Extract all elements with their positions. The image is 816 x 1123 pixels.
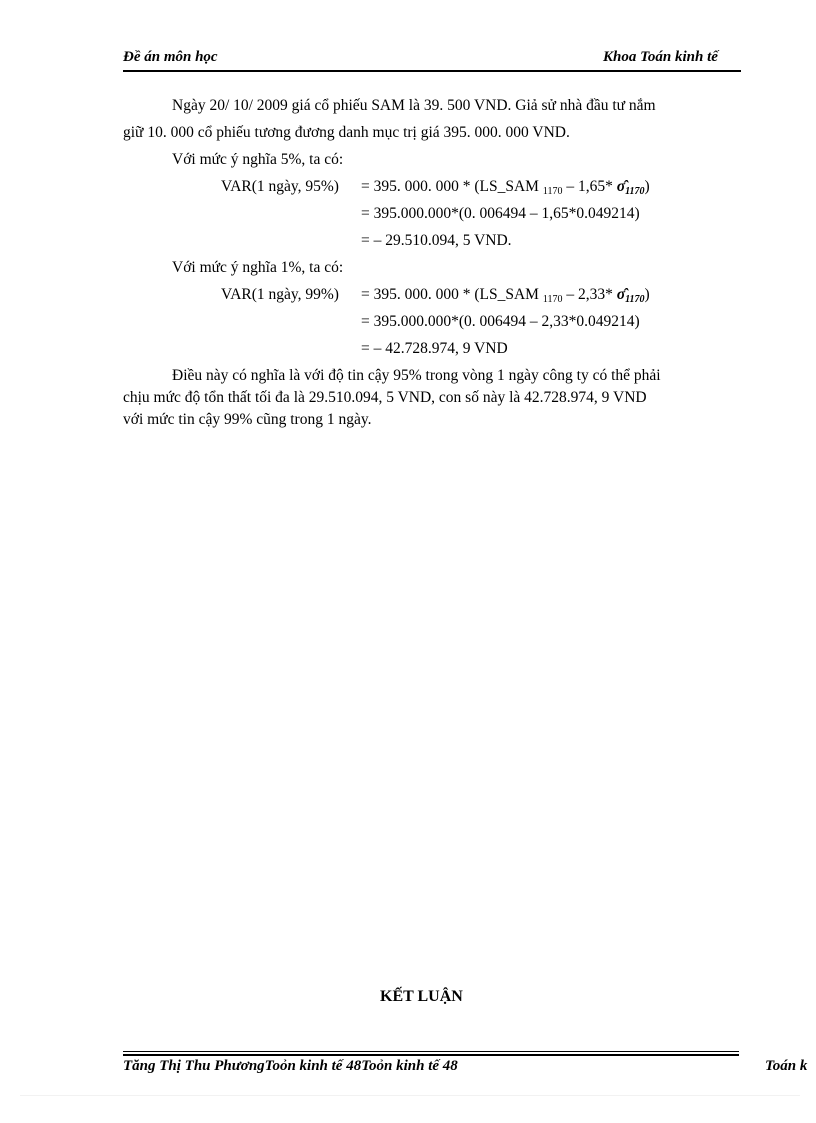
paragraph-intro-line2: giữ 10. 000 cổ phiếu tương đương danh mục trị giá 395. 000. 000 VND.	[123, 124, 570, 141]
header-course-title: Đề án môn học	[123, 49, 218, 65]
equation-var95-lhs: VAR(1 ngày, 95%)	[221, 178, 339, 195]
page-edge-divider	[20, 1095, 800, 1096]
paragraph-conclusion-line1: Điều này có nghĩa là với độ tin cậy 95% trong vòng 1 ngày công ty có thể phải	[172, 367, 661, 384]
equation-var99-rhs2: = 395.000.000*(0. 006494 – 2,33*0.049214)	[361, 313, 640, 330]
equation-text: – 1,65*	[562, 178, 617, 195]
sigma-hat-symbol: σ̂	[616, 178, 626, 195]
paragraph-conclusion-line3: với mức tin cậy 99% cũng trong 1 ngày.	[123, 411, 372, 428]
footer-divider-bottom	[123, 1054, 739, 1056]
equation-text: = 395. 000. 000 * (LS_SAM	[361, 286, 543, 303]
equation-var99-rhs3: = – 42.728.974, 9 VND	[361, 340, 508, 357]
equation-var99-lhs: VAR(1 ngày, 99%)	[221, 286, 339, 303]
equation-subscript: 1170	[542, 294, 563, 305]
equation-text: = 395. 000. 000 * (LS_SAM	[361, 178, 543, 195]
header-faculty: Khoa Toán kinh tế	[603, 49, 718, 65]
equation-var99-rhs1	[361, 286, 650, 305]
footer-divider-top	[123, 1051, 739, 1052]
section-title-conclusion: KẾT LUẬN	[380, 988, 463, 1005]
equation-text: )	[644, 286, 650, 303]
paragraph-significance-1: Với mức ý nghĩa 1%, ta có:	[172, 259, 344, 276]
equation-subscript: 1170	[625, 294, 645, 305]
paragraph-significance-5: Với mức ý nghĩa 5%, ta có:	[172, 151, 344, 168]
equation-subscript: 1170	[625, 186, 645, 197]
equation-text: – 2,33*	[562, 286, 617, 303]
paragraph-intro-line1: Ngày 20/ 10/ 2009 giá cổ phiếu SAM là 39. 500 VND. Giả sử nhà đầu tư nắm	[172, 97, 656, 114]
sigma-hat-symbol: σ̂	[616, 286, 626, 303]
header-divider	[123, 70, 741, 72]
equation-var95-rhs1	[361, 178, 650, 197]
paragraph-conclusion-line2: chịu mức độ tổn thất tối đa là 29.510.094, 5 VND, con số này là 42.728.974, 9 VND	[123, 389, 647, 406]
equation-var95-rhs3: = – 29.510.094, 5 VND.	[361, 232, 512, 249]
equation-subscript: 1170	[542, 186, 563, 197]
footer-author: Tăng Thị Thu PhươngToỏn kinh tế 48Toỏn kinh tế 48	[123, 1058, 458, 1074]
equation-text: )	[644, 178, 650, 195]
equation-var95-rhs2: = 395.000.000*(0. 006494 – 1,65*0.049214)	[361, 205, 640, 222]
footer-faculty: Toán k	[765, 1058, 808, 1074]
